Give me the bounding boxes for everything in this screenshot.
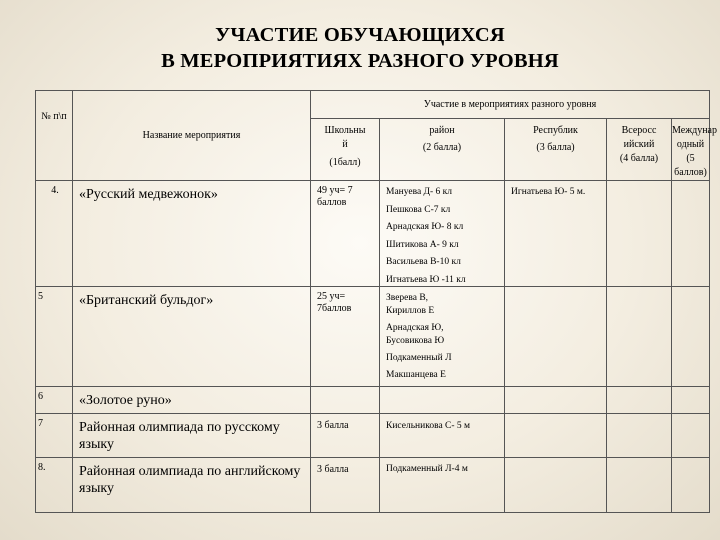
table-row: [36, 181, 710, 287]
republic-result: [505, 458, 607, 513]
event-name: Районная олимпиада по русскому языку: [73, 414, 311, 458]
republic-result: [505, 387, 607, 414]
table-row: [36, 287, 710, 387]
international-result: [672, 387, 710, 414]
participation-table: [35, 90, 717, 513]
row-number: 8.: [36, 458, 73, 513]
republic-result: [505, 414, 607, 458]
header-international: Междунар одный (5 баллов): [672, 119, 710, 181]
header-republic: Республик (3 балла): [505, 119, 607, 181]
international-result: [672, 287, 710, 387]
international-result: [672, 181, 710, 287]
page-title: [0, 22, 720, 74]
international-result: [672, 414, 710, 458]
school-result: 49 уч= 7 баллов: [311, 181, 380, 287]
header-district: район (2 балла): [380, 119, 505, 181]
international-result: [672, 458, 710, 513]
table-row: [36, 387, 710, 414]
event-name: «Британский бульдог»: [73, 287, 311, 387]
title-line-2: В МЕРОПРИЯТИЯХ РАЗНОГО УРОВНЯ: [161, 50, 559, 72]
header-row-1: [36, 91, 710, 119]
republic-result: Игнатьева Ю- 5 м.: [505, 181, 607, 287]
row-number: 6: [36, 387, 73, 414]
school-result: 3 балла: [311, 414, 380, 458]
district-result: Подкаменный Л-4 м: [380, 458, 505, 513]
school-result: 3 балла: [311, 458, 380, 513]
event-name: «Золотое руно»: [73, 387, 311, 414]
school-result: 25 уч= 7баллов: [311, 287, 380, 387]
header-school: Школьны й (1балл): [311, 119, 380, 181]
row-number: 4.: [36, 181, 73, 287]
district-result: [380, 387, 505, 414]
row-number: 5: [36, 287, 73, 387]
district-result: Кисельникова С- 5 м: [380, 414, 505, 458]
table-row: [36, 414, 710, 458]
header-event: Название мероприятия: [73, 91, 311, 181]
russia-result: [607, 287, 672, 387]
title-line-1: УЧАСТИЕ ОБУЧАЮЩИХСЯ: [215, 24, 505, 46]
republic-result: [505, 287, 607, 387]
event-name: Районная олимпиада по английскому языку: [73, 458, 311, 513]
russia-result: [607, 458, 672, 513]
header-russia: Всеросс ийский (4 балла): [607, 119, 672, 181]
district-result: Мануева Д- 6 кл Пешкова С-7 кл Арнадская Ю- 8 кл Шитикова А- 9 кл Васильева В-10 кл Игнатьева Ю -11 кл: [380, 181, 505, 287]
row-number: 7: [36, 414, 73, 458]
school-result: [311, 387, 380, 414]
table-row: [36, 458, 710, 513]
header-group: Участие в мероприятиях разного уровня: [311, 91, 710, 119]
header-number: № п\п: [36, 91, 73, 181]
event-name: «Русский медвежонок»: [73, 181, 311, 287]
russia-result: [607, 387, 672, 414]
russia-result: [607, 414, 672, 458]
district-result: Зверева В, Кириллов Е Арнадская Ю, Бусовикова Ю Подкаменный Л Макшанцева Е: [380, 287, 505, 387]
russia-result: [607, 181, 672, 287]
